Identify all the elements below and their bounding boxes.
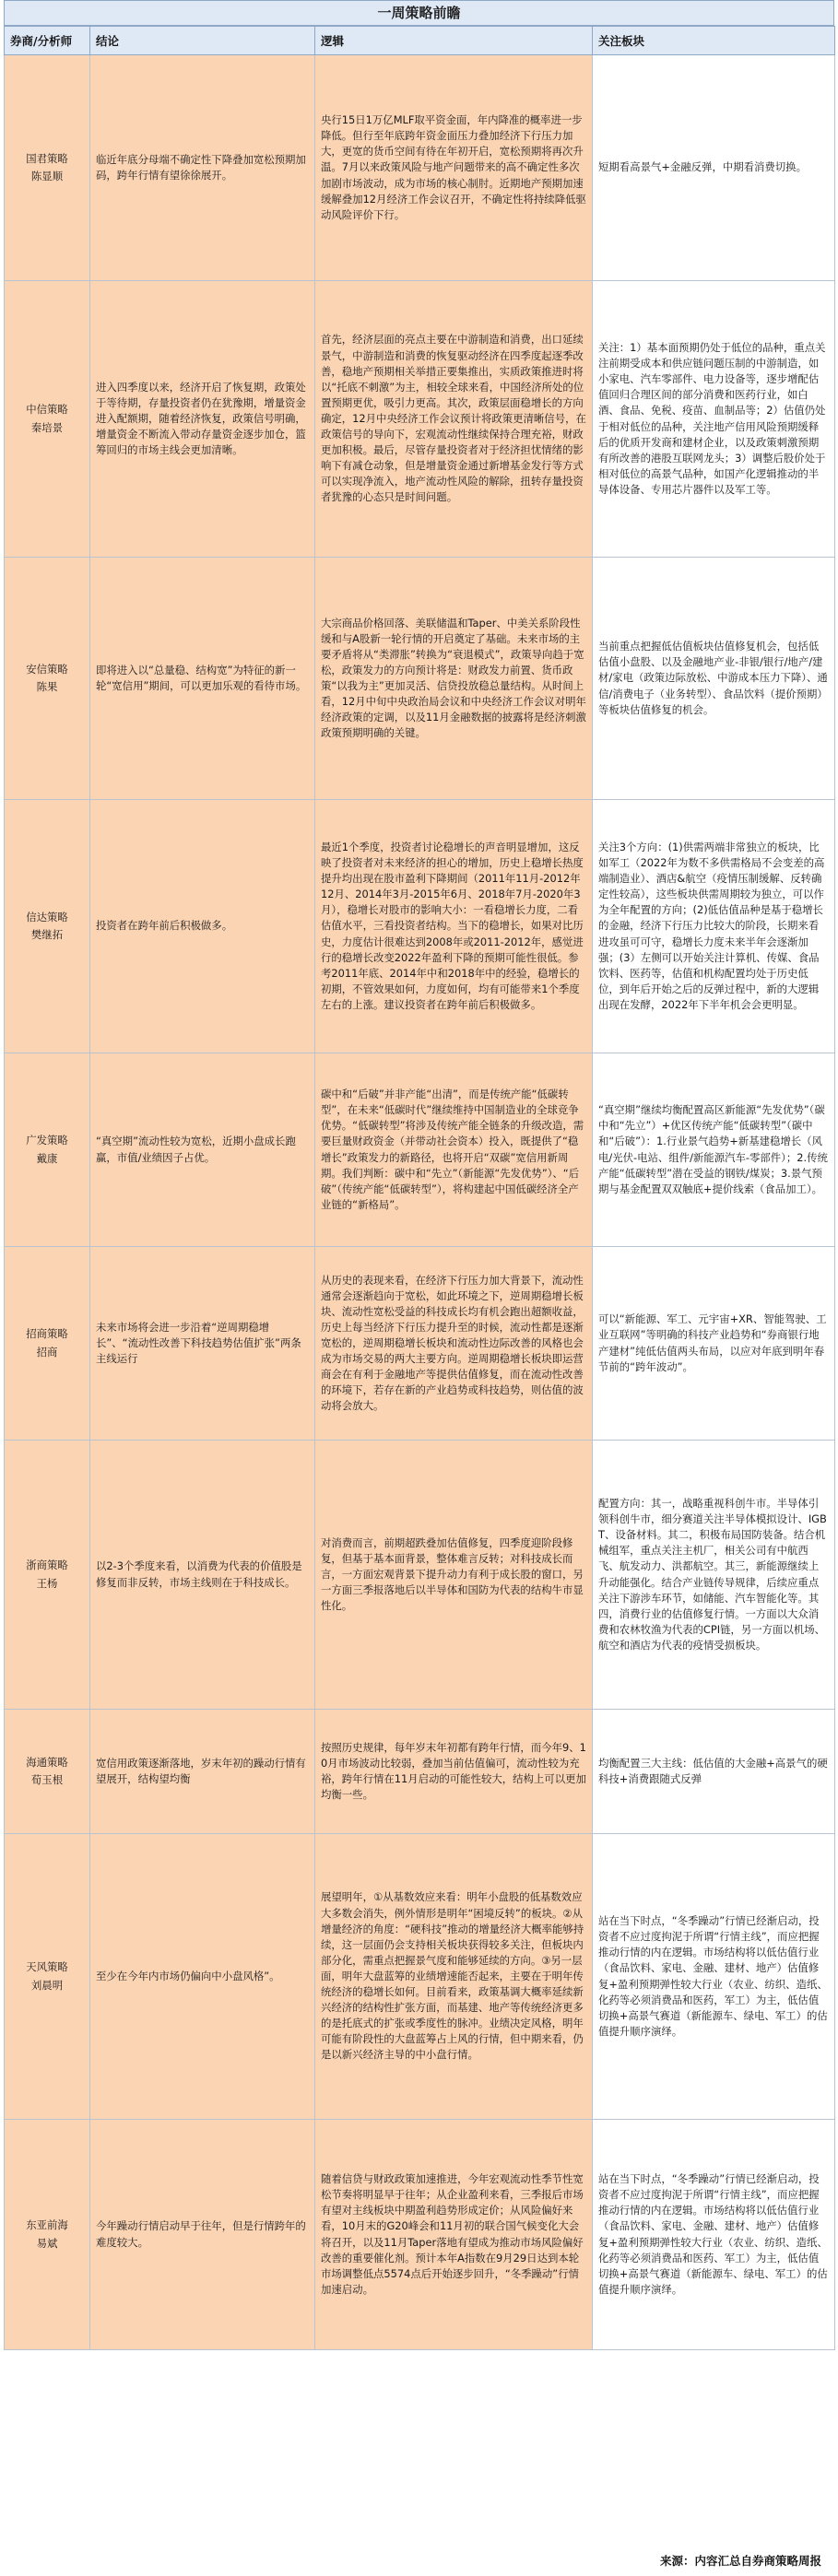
table-row bbox=[5, 1247, 835, 1441]
header-logic: 逻辑 bbox=[315, 27, 593, 55]
conclusion-cell: 宽信用政策逐渐落地，岁末年初的躁动行情有望展开，结构望均衡 bbox=[90, 1710, 315, 1834]
analyst-cell bbox=[5, 1053, 90, 1247]
analyst-cell bbox=[5, 1834, 90, 2120]
conclusion-cell: 今年躁动行情启动早于往年，但是行情跨年的难度较大。 bbox=[90, 2120, 315, 2350]
logic-cell: 央行15日1万亿MLF取平资金面，年内降准的概率进一步降低。但行至年底跨年资金面压力叠加经济下行压力加大，更宽的货币空间有待在年初开启，宽松预期将再次升温。7月以来政策风险与地产问题带来的高不确定性多次加剧市场波动，成为市场的核心制肘。近期地产预期加速缓解叠加12月经济工作会议召开，不确定性将持续降低驱动风险评价下行。 bbox=[315, 55, 593, 281]
analyst-cell bbox=[5, 1247, 90, 1441]
sectors-cell: 关注3个方向：(1)供需两端非常独立的板块，比如军工（2022年为数不多供需格局不会变差的高端制造业）、酒店&航空（疫情压制缓解、反转确定性较高），这些板块供需周期较为独立，可以作为全年配置的方向；(2)低估值品种是基于稳增长的金融，经济下行压力比较大的阶段，长期来看进攻虽可可守，稳增长力度未来半年会逐渐加强；(3）左侧可以开始关注计算机、传媒、食品饮料、医药等，估值和机构配置均处于历史低位，到年后开始之后的反弹过程中，新的大逻辑出现在发酵，2022年下半年机会会更明显。 bbox=[593, 800, 835, 1053]
conclusion-cell: 临近年底分母端不确定性下降叠加宽松预期加码，跨年行情有望徐徐展开。 bbox=[90, 55, 315, 281]
analyst-name: 招商 bbox=[36, 1345, 58, 1359]
table-row bbox=[5, 281, 835, 558]
sectors-cell: 均衡配置三大主线：低估值的大金融+高景气的硬科技+消费跟随式反弹 bbox=[593, 1710, 835, 1834]
table-row bbox=[5, 2120, 835, 2350]
broker-name: 浙商策略 bbox=[26, 1559, 68, 1572]
analyst-cell bbox=[5, 800, 90, 1053]
logic-cell: 展望明年，①从基数效应来看：明年小盘股的低基数效应大多数会消失，例外情形是明年“困境反转”的板块。②从增量经济的角度：“硬科技”推动的增量经济大概率能够持续，这一层面仍会支持相关板块获得较多关注，但板块内部分化，需重点把握景气度和能够延续的方向。③另一层面，明年大盘蓝筹的业绩增速能否起来，主要在于明年传统经济的稳增长如何。目前看来，政策基调大概率延续新兴经济的结构性扩张方面，而基建、地产等传统经济更多的是托底式的扩张或季度性的脉冲。业绩决定风格，明年可能有阶段性的大盘蓝筹占上风的行情，但中期来看，仍是以新兴经济主导的中小盘行情。 bbox=[315, 1834, 593, 2120]
conclusion-cell: 至少在今年内市场仍偏向中小盘风格”。 bbox=[90, 1834, 315, 2120]
conclusion-cell: 以2-3个季度来看，以消费为代表的价值股是修复而非反转，市场主线则在于科技成长。 bbox=[90, 1441, 315, 1710]
logic-cell: 首先，经济层面的亮点主要在中游制造和消费，出口延续景气，中游制造和消费的恢复驱动经济在四季度起逐季改善，稳地产预期相关举措正要集推出，实质政策推进时将以“托底不刺激”为主，相较全球来看，中国经济所处的位置预期更优，吸引力更高。其次，政策层面稳增长的方向确定，12月中央经济工作会议预计将政策更清晰信号，在政策信号的导向下，宏观流动性继续保持合理充裕，财政更加积极。最后，尽管存量投资者对于经济担忧情绪的影响下有减仓动象，但是增量资金通过新增基金发行等方式可以实现净流入，地产流动性风险的解除，扭转存量投资者犹豫的心态只是时间问题。 bbox=[315, 281, 593, 558]
conclusion-cell: 未来市场将会进一步沿着“逆周期稳增长”、“流动性改善下科技趋势估值扩张”两条主线运行 bbox=[90, 1247, 315, 1441]
sectors-cell: 站在当下时点，“冬季躁动”行情已经渐启动，投资者不应过度拘泥于所谓“行情主线”，而应把握推动行情的内在逻辑。市场结构将以低估值行业（食品饮料、家电、金融、建材、地产）估值修复+盈利预期弹性较大行业（农业、纺织、造纸、化药等必须消费品和医药，军工）为主，低估值切换+高景气赛道（新能源车、绿电、军工）的估值提升顺序演绎。 bbox=[593, 1834, 835, 2120]
sectors-cell: 站在当下时点，“冬季躁动”行情已经渐启动，投资者不应过度拘泥于所谓“行情主线”，而应把握推动行情的内在逻辑。市场结构将以低估值行业（食品饮料、家电、金融、建材、地产）估值修复+盈利预期弹性较大行业（农业、纺织、造纸、化药等必须消费品和医药、军工）为主，低估值切换+高景气赛道（新能源车、绿电、军工）的估值提升顺序演绎。 bbox=[593, 2120, 835, 2350]
broker-name: 海通策略 bbox=[26, 1755, 68, 1769]
header-analyst: 券商/分析师 bbox=[5, 27, 90, 55]
logic-cell: 最近1个季度，投资者讨论稳增长的声音明显增加，这反映了投资者对未来经济的担心的增加，历史上稳增长热度提升均出现在股市盈利下降期间（2011年11月-2012年12月、2014年3月-2015年6月、2018年7月-2020年3月），稳增长对股市的影响大小：一看稳增长力度，二看估值水平，三看投资者结构。当下的稳增长，如果对比历史，力度估计很难达到2008年或2011-2012年，感觉进行的稳增长改变2022年盈利下降的预期可能性很低。参考2011年底、2014年中和2018年中的经验，稳增长的初期，不管效果如何，力度如何，均有可能带来1个季度左右的上涨。建议投资者在跨年前后积极做多。 bbox=[315, 800, 593, 1053]
logic-cell: 随着信贷与财政政策加速推进，今年宏观流动性季节性宽松节奏将明显早于往年；从企业盈利来看，三季报后市场有望对主线板块中期盈利趋势形成定价；从风险偏好来看，10月末的G20峰会和11月初的联合国气候变化大会将召开，以及11月Taper落地有望成为推动市场风险偏好改善的重要催化剂。预计本年A指数在9月29日达到本轮市场调整低点5574点后开始逐步回升，“冬季躁动”行情加速启动。 bbox=[315, 2120, 593, 2350]
table-row bbox=[5, 1834, 835, 2120]
table-row bbox=[5, 55, 835, 281]
header-sectors: 关注板块 bbox=[593, 27, 835, 55]
analyst-name: 陈果 bbox=[36, 680, 58, 693]
broker-name: 中信策略 bbox=[26, 403, 68, 417]
broker-name: 信达策略 bbox=[26, 910, 68, 923]
logic-cell: 从历史的表现来看，在经济下行压力加大背景下，流动性通常会逐渐趋向于宽松，如此环境之下，逆周期稳增长板块、流动性宽松受益的科技成长均有机会跑出超额收益，历史上每当经济下行压力提升至的时候，流动性都是逐渐宽松的，逆周期稳增长板块和流动性边际改善的风格也会成为市场交易的两大主要方向。逆周期稳增长板块即运营商会在有利于金融地产等提供估值修复，而在流动性改善的环境下，若存在新的产业趋势或科技趋势，则估值的波动将会放大。 bbox=[315, 1247, 593, 1441]
sectors-cell: 关注：1）基本面预期仍处于低位的品种，重点关注前期受成本和供应链问题压制的中游制造，如小家电、汽车零部件、电力设备等，逐步增配估值回归合理区间的部分消费和医药行业，如白酒、食品、免税、疫苗、血制品等；2）估值仍处于相对低位的品种，关注地产信用风险预期缓释后的优质开发商和建材企业，以及政策刺激预期有所改善的港股互联网龙头；3）调整后股价处于相对低位的高景气品种，如国产化逻辑推动的半导体设备、专用芯片器件以及军工等。 bbox=[593, 281, 835, 558]
logic-cell: 碳中和“后破”并非产能“出清”，而是传统产能“低碳转型”，在未来“低碳时代”继续维持中国制造业的全球竞争优势。“低碳转型”将涉及传统产能全链条的升级改造，需要巨量财政资金（并带动社会资本）投入，既提供了“稳增长”政策发力的新路径，也将开启“双碳”宽信用新周期。我们判断：碳中和“先立”（新能源“先发优势”）、“后破”（传统产能“低碳转型”），将构建起中国低碳经济全产业链的“新格局”。 bbox=[315, 1053, 593, 1247]
broker-name: 广发策略 bbox=[26, 1134, 68, 1147]
sectors-cell: 短期看高景气+金融反弹，中期看消费切换。 bbox=[593, 55, 835, 281]
logic-cell: 按照历史规律，每年岁末年初都有跨年行情，而今年9、10月市场波动比较弱，叠加当前估值偏可，流动性较为充裕，跨年行情在11月启动的可能性较大，结构上可以更加均衡一些。 bbox=[315, 1710, 593, 1834]
analyst-cell bbox=[5, 558, 90, 800]
header-conclusion: 结论 bbox=[90, 27, 315, 55]
analyst-cell bbox=[5, 55, 90, 281]
analyst-name: 易斌 bbox=[36, 2236, 58, 2250]
analyst-name: 樊继拓 bbox=[30, 928, 64, 941]
logic-cell: 大宗商品价格回落、美联储温和Taper、中美关系阶段性缓和与A股新一轮行情的开启奠定了基础。未来市场的主要矛盾将从“类滞胀”转换为“衰退模式”，政策导向趋于宽松，政策发力的方向预计将是：财政发力前置、货币政策“以我为主”更加灵活、信贷投放稳总量结构。从时间上看，12月中旬中央政治局会议和中央经济工作会议对明年经济政策的定调，以及11月金融数据的披露将是经济刺激政策预期明确的关键。 bbox=[315, 558, 593, 800]
analyst-name: 刘晨明 bbox=[30, 1978, 64, 1992]
analyst-cell bbox=[5, 281, 90, 558]
sectors-cell: 当前重点把握低估值板块估值修复机会，包括低估值小盘股、以及金融地产业-非银/银行/地产/建材/家电（政策边际放松、中游成本压力下降）、通信/消费电子（业务转型）、食品饮料（提价预期）等板块估值修复的机会。 bbox=[593, 558, 835, 800]
sectors-cell: “真空期”继续均衡配置高区新能源“先发优势”（碳中和“先立”）+优区传统产能“低碳转型”（碳中和“后破”）：1.行业景气趋势+新基建稳增长（风电/光伏-电站、组件/新能源汽车-零部件）；2.传统产能“低碳转型”潜在受益的钢铁/煤炭；3.景气预期与基金配置双双触底+提价线索（食品加工）。 bbox=[593, 1053, 835, 1247]
broker-name: 天风策略 bbox=[26, 1960, 68, 1974]
analyst-cell bbox=[5, 2120, 90, 2350]
analyst-name: 戴康 bbox=[36, 1151, 58, 1165]
table-row bbox=[5, 1441, 835, 1710]
table-row bbox=[5, 1710, 835, 1834]
page-title: 一周策略前瞻 bbox=[4, 0, 834, 26]
analyst-name: 秦培景 bbox=[30, 420, 64, 434]
table-row bbox=[5, 558, 835, 800]
conclusion-cell: 即将进入以“总量稳、结构宽”为特征的新一轮“宽信用”期间，可以更加乐观的看待市场。 bbox=[90, 558, 315, 800]
sectors-cell: 可以“新能源、军工、元宇宙+XR、智能驾驶、工业互联网”等明确的科技产业趋势和“券商银行地产建材”纯低估值两头布局，以应对年底到明年春节前的“跨年波动”。 bbox=[593, 1247, 835, 1441]
broker-name: 东亚前海 bbox=[26, 2218, 68, 2232]
table-row bbox=[5, 800, 835, 1053]
table-row bbox=[5, 1053, 835, 1247]
broker-name: 国君策略 bbox=[26, 151, 68, 165]
table-header-row bbox=[5, 27, 835, 55]
analyst-name: 王杨 bbox=[36, 1576, 58, 1590]
conclusion-cell: “真空期”流动性较为宽松，近期小盘成长跑赢，市值/业绩因子占优。 bbox=[90, 1053, 315, 1247]
analyst-name: 荀玉根 bbox=[30, 1773, 64, 1786]
conclusion-cell: 投资者在跨年前后积极做多。 bbox=[90, 800, 315, 1053]
logic-cell: 对消费而言，前期超跌叠加估值修复，四季度迎阶段修复，但基于基本面背景，整体难言反转；对科技成长而言，一方面宏观背景下提升动力有利于成长股的窗口，另一方面三季报落地后以半导体和国防为代表的结构牛市显性化。 bbox=[315, 1441, 593, 1710]
conclusion-cell: 进入四季度以来，经济开启了恢复期，政策处于等待期，存量投资者仍在犹豫期，增量资金进入配额期，随着经济恢复，政策信号明确，增量资金不断流入带动存量资金逐步加仓，篮筹回归的市场主线会更加清晰。 bbox=[90, 281, 315, 558]
analyst-cell bbox=[5, 1710, 90, 1834]
analyst-cell bbox=[5, 1441, 90, 1710]
source-note: 来源：内容汇总自券商策略周报 bbox=[659, 2554, 821, 2568]
strategy-table bbox=[4, 26, 835, 2350]
broker-name: 招商策略 bbox=[26, 1327, 68, 1341]
analyst-name: 陈显顺 bbox=[30, 170, 64, 182]
sectors-cell: 配置方向：其一，战略重视科创牛市。半导体引领科创牛市，细分赛道关注半导体模拟设计、IGBT、设备材料。其二，积极布局国防装备。结合机械组军，重点关注主机厂，相关公司有中航西飞、航发动力、洪都航空。其三，新能源继续上升动能强化。结合产业链传导规律，后续应重点关注下游涉车环节，如储能、汽车智能化等。其四，消费行业的估值修复行情。一方面以大众消费和农林牧渔为代表的CPI链，另一方面以机场、航空和酒店为代表的疫情受损板块。 bbox=[593, 1441, 835, 1710]
broker-name: 安信策略 bbox=[26, 662, 68, 676]
